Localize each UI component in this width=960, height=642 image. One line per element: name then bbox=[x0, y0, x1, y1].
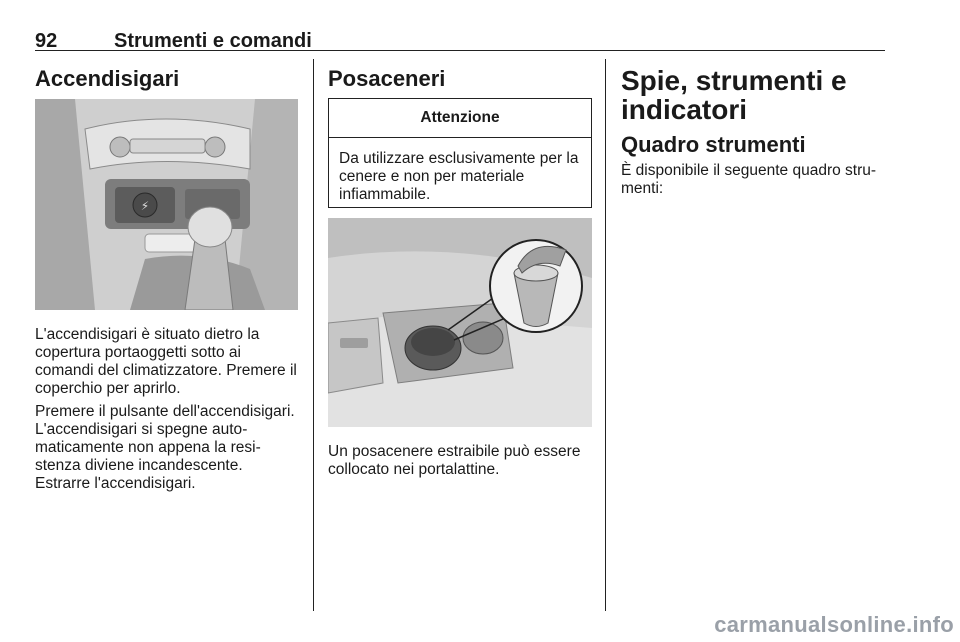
paragraph: È disponibile il seguente quadro strumenti: bbox=[621, 162, 877, 197]
cigarette-lighter-drawing bbox=[35, 99, 298, 310]
cigarette-lighter-illustration bbox=[35, 99, 298, 310]
column-divider bbox=[605, 59, 606, 611]
page-number: 92 bbox=[35, 30, 58, 52]
header-rule bbox=[35, 50, 885, 51]
running-header-title: Strumenti e comandi bbox=[114, 30, 312, 52]
section-heading-spie: Spie, strumenti e indicatori bbox=[621, 65, 847, 126]
callout-title: Attenzione bbox=[329, 99, 591, 138]
paragraph: Premere il pulsante dell'accendisigari. L'accendisigari si spegne automaticamente non appena la resistenza diviene incandescente. Estrarre l'accendisigari. bbox=[35, 403, 295, 492]
callout-text: Da utilizzare esclusivamente per la cenere e non per materiale infiammabile. bbox=[339, 150, 579, 203]
section-heading-posaceneri: Posaceneri bbox=[328, 66, 446, 91]
watermark: carmanualsonline.info bbox=[714, 612, 954, 637]
paragraph: L'accendisigari è situato dietro la copertura portaoggetti sotto ai comandi del climatizzatore. Premere il coperchio per aprirlo. bbox=[35, 326, 297, 397]
section-heading-accendisigari: Accendisigari bbox=[35, 66, 180, 91]
ashtray-drawing bbox=[328, 218, 592, 427]
svg-text:⚡: ⚡ bbox=[140, 199, 150, 213]
ashtray-illustration bbox=[328, 218, 592, 427]
column-divider bbox=[313, 59, 314, 611]
paragraph: Un posacenere estraibile può essere collocato nei portalattine. bbox=[328, 443, 581, 478]
warning-callout bbox=[328, 98, 592, 208]
subheading-quadro-strumenti: Quadro strumenti bbox=[621, 132, 806, 157]
